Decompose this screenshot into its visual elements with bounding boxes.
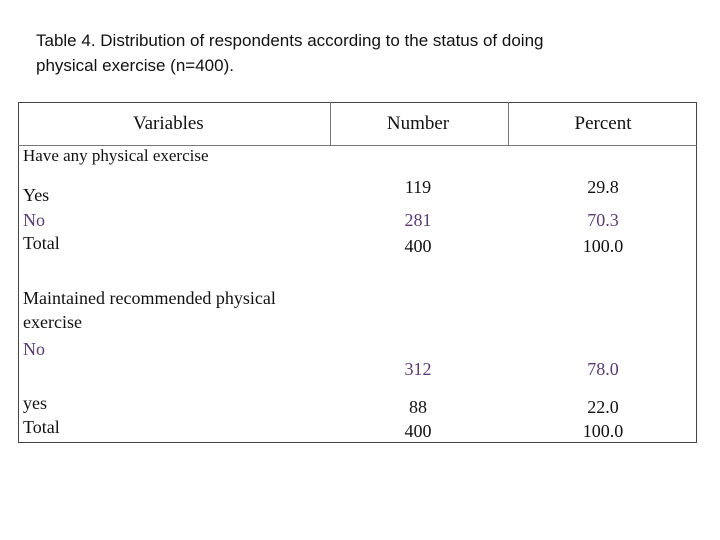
row-number-yes-2: 88 bbox=[409, 397, 427, 417]
row-number-total-2: 400 bbox=[404, 421, 432, 441]
row-label-total-2: Total bbox=[23, 417, 60, 437]
header-variables: Variables bbox=[133, 113, 204, 134]
row-number-no-1: 281 bbox=[404, 210, 432, 230]
row-label-yes-2: yes bbox=[23, 393, 47, 413]
row-label-no-1: No bbox=[23, 210, 45, 230]
row-label-yes: Yes bbox=[23, 185, 50, 205]
row-percent-total-1: 100.0 bbox=[582, 236, 624, 256]
table-caption bbox=[36, 28, 676, 78]
caption-line-2: physical exercise (n=400). bbox=[36, 56, 234, 75]
header-percent: Percent bbox=[574, 113, 632, 134]
row-label-total-1: Total bbox=[23, 233, 60, 253]
row-percent-no-2: 78.0 bbox=[587, 359, 619, 379]
section-title-maintained-line-2: exercise bbox=[23, 312, 82, 332]
row-label-no-2: No bbox=[23, 339, 45, 359]
row-number-total-1: 400 bbox=[404, 236, 432, 256]
row-percent-yes: 29.8 bbox=[587, 177, 619, 197]
caption-line-1: Table 4. Distribution of respondents according to the status of doing bbox=[36, 31, 544, 50]
row-number-no-2: 312 bbox=[404, 359, 432, 379]
row-number-yes: 119 bbox=[404, 177, 432, 197]
row-percent-no-1: 70.3 bbox=[587, 210, 619, 230]
row-percent-total-2: 100.0 bbox=[582, 421, 624, 441]
section-title-maintained-line-1: Maintained recommended physical bbox=[23, 288, 276, 308]
section-title-have-exercise: Have any physical exercise bbox=[23, 146, 209, 165]
header-number: Number bbox=[386, 113, 450, 134]
row-percent-yes-2: 22.0 bbox=[587, 397, 619, 417]
